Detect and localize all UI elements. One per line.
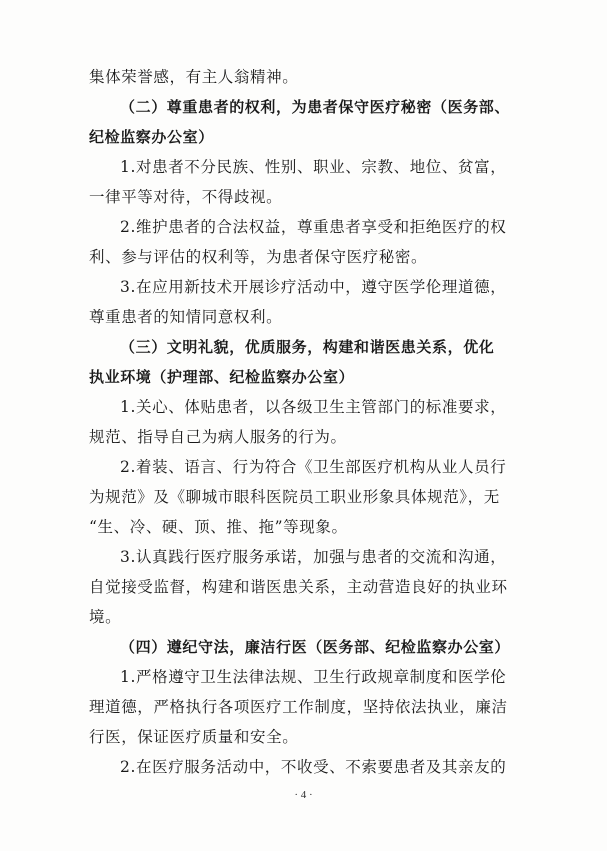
section-heading-line: （四）遵纪守法，廉洁行医（医务部、纪检监察办公室） — [120, 638, 511, 656]
paragraph-line: 一律平等对待，不得歧视。 — [89, 188, 283, 206]
section-heading-line: （三）文明礼貌，优质服务，构建和谐医患关系，优化 — [120, 338, 495, 356]
page-number: · 4 · — [294, 789, 313, 801]
paragraph-line: 规范、指导自己为病人服务的行为。 — [89, 428, 347, 446]
paragraph-line: 2.着装、语言、行为符合《卫生部医疗机构从业人员行 — [120, 458, 507, 476]
paragraph-line: 1.对患者不分民族、性别、职业、宗教、地位、贫富， — [120, 158, 507, 176]
paragraph-line: 利、参与评估的权利等，为患者保守医疗秘密。 — [89, 248, 428, 266]
section-heading-line: 执业环境（护理部、纪检监察办公室） — [89, 368, 355, 386]
section-heading-line: （二）尊重患者的权利，为患者保守医疗秘密（医务部、 — [120, 98, 511, 116]
paragraph-line: 为规范》及《聊城市眼科医院员工职业形象具体规范》，无 — [89, 488, 500, 506]
paragraph-line: 2.维护患者的合法权益，尊重患者享受和拒绝医疗的权 — [120, 218, 507, 236]
document-body — [89, 62, 525, 782]
paragraph-line: 境。 — [89, 608, 122, 626]
paragraph-line: 理道德，严格执行各项医疗工作制度，坚持依法执业，廉洁 — [89, 698, 508, 716]
paragraph-line: 2.在医疗服务活动中，不收受、不索要患者及其亲友的 — [120, 758, 507, 776]
paragraph-line: 尊重患者的知情同意权利。 — [89, 308, 283, 326]
paragraph-line: “生、冷、硬、顶、推、拖”等现象。 — [89, 518, 348, 536]
paragraph-line: 1.严格遵守卫生法律法规、卫生行政规章制度和医学伦 — [120, 668, 507, 686]
section-heading-line: 纪检监察办公室） — [89, 128, 214, 146]
paragraph-line: 自觉接受监督，构建和谐医患关系，主动营造良好的执业环 — [89, 578, 508, 596]
paragraph-line: 1.关心、体贴患者，以各级卫生主管部门的标准要求， — [120, 398, 507, 416]
paragraph-line: 3.在应用新技术开展诊疗活动中，遵守医学伦理道德， — [120, 278, 507, 296]
paragraph-line: 行医，保证医疗质量和安全。 — [89, 728, 299, 746]
paragraph-line: 集体荣誉感，有主人翁精神。 — [89, 68, 299, 86]
paragraph-line: 3.认真践行医疗服务承诺，加强与患者的交流和沟通， — [120, 548, 507, 566]
